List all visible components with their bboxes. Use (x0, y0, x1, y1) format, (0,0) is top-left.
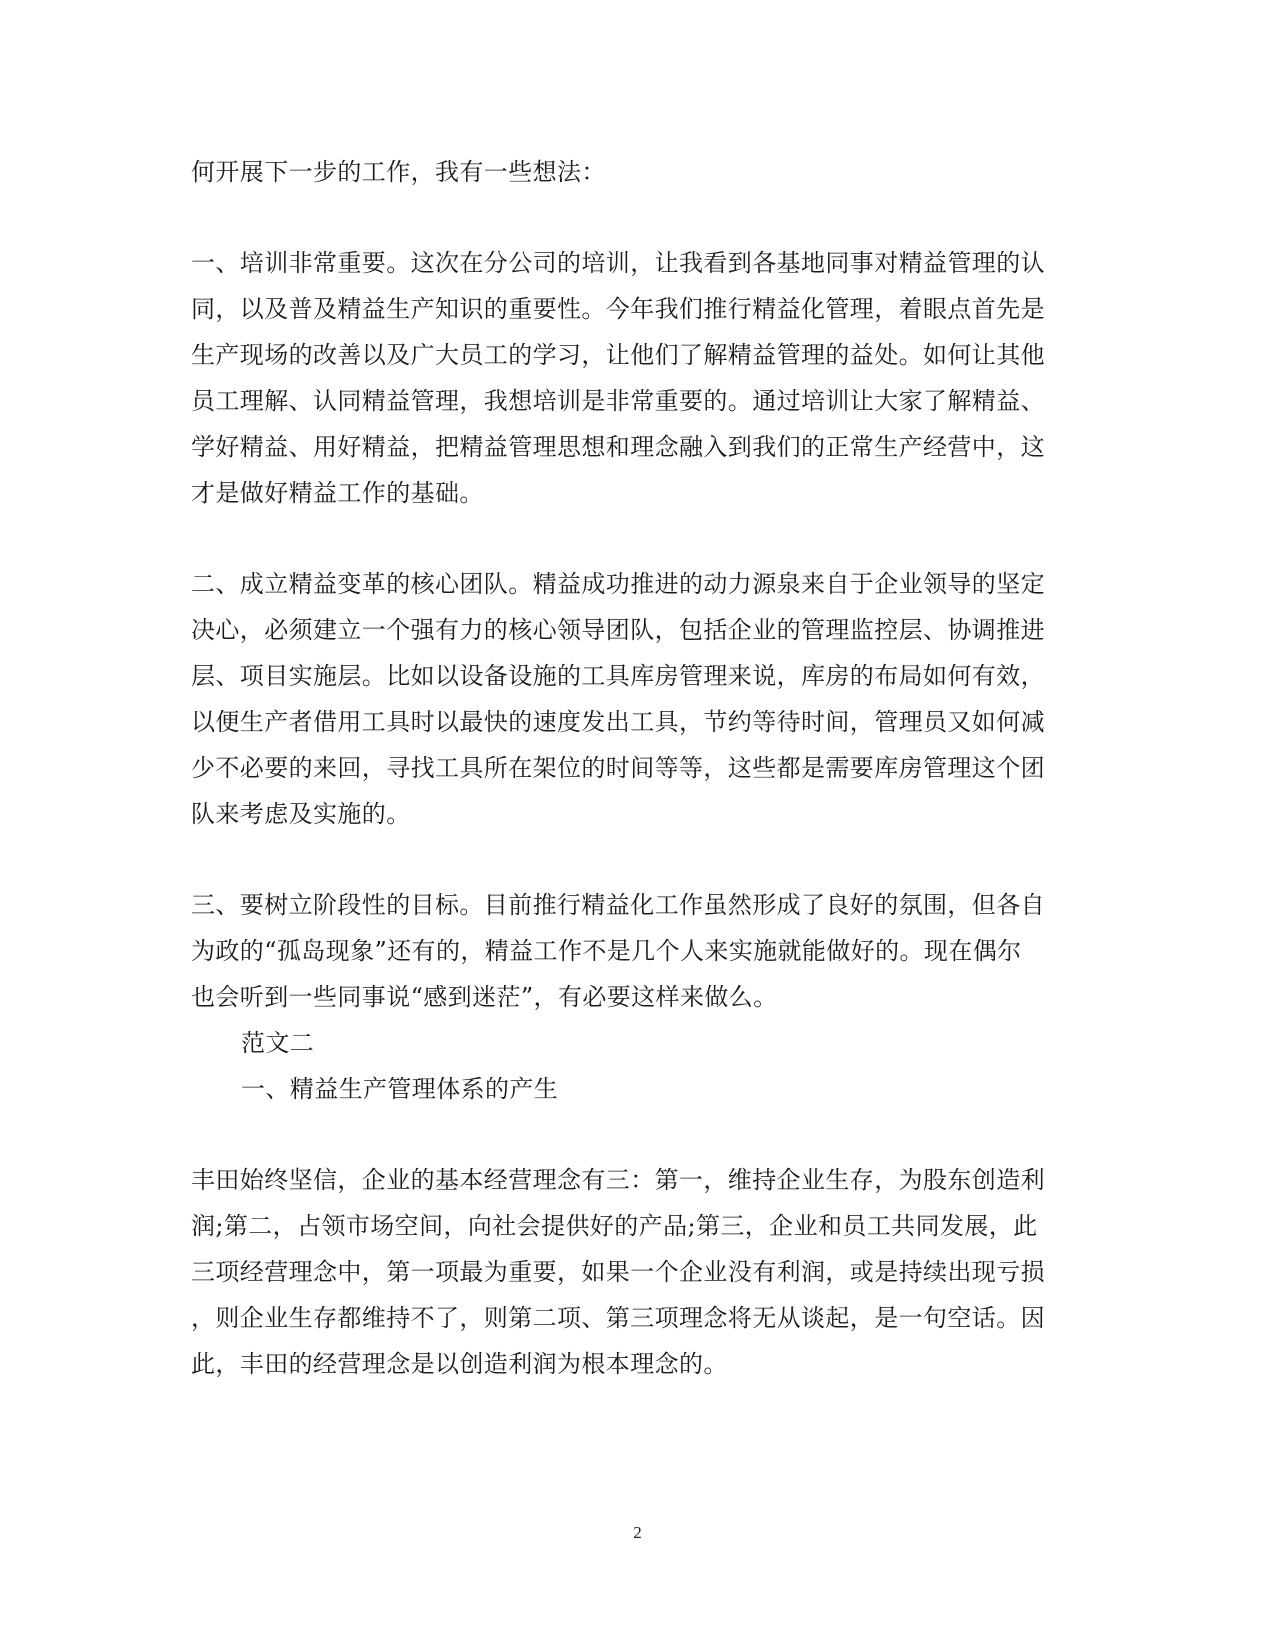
paragraph-line: 少不必要的来回，寻找工具所在架位的时间等等，这些都是需要库房管理这个团 (191, 754, 1045, 782)
paragraph-line: 为政的“孤岛现象”还有的，精益工作不是几个人来实施就能做好的。现在偶尔 (191, 937, 1022, 965)
paragraph-line: 以便生产者借用工具时以最快的速度发出工具，节约等待时间，管理员又如何减 (191, 708, 1045, 736)
section-heading-fanwen: 范文二 (241, 1029, 315, 1057)
section-subheading: 一、精益生产管理体系的产生 (241, 1075, 559, 1103)
paragraph-line: 一、培训非常重要。这次在分公司的培训，让我看到各基地同事对精益管理的认 (191, 249, 1045, 277)
paragraph-line: 三、要树立阶段性的目标。目前推行精益化工作虽然形成了良好的氛围，但各自 (191, 891, 1045, 919)
paragraph-line: 员工理解、认同精益管理，我想培训是非常重要的。通过培训让大家了解精益、 (191, 387, 1045, 415)
paragraph-intro-line: 何开展下一步的工作，我有一些想法： (191, 158, 606, 186)
paragraph-line: 学好精益、用好精益，把精益管理思想和理念融入到我们的正常生产经营中，这 (191, 433, 1045, 461)
paragraph-line: 润;第二，占领市场空间，向社会提供好的产品;第三，企业和员工共同发展，此 (191, 1212, 1038, 1240)
paragraph-line: 生产现场的改善以及广大员工的学习，让他们了解精益管理的益处。如何让其他 (191, 341, 1045, 369)
paragraph-line: 同，以及普及精益生产知识的重要性。今年我们推行精益化管理，着眼点首先是 (191, 295, 1045, 323)
paragraph-line: 此，丰田的经营理念是以创造利润为根本理念的。 (191, 1350, 728, 1378)
paragraph-line: 决心，必须建立一个强有力的核心领导团队，包括企业的管理监控层、协调推进 (191, 616, 1045, 644)
paragraph-line: 队来考虑及实施的。 (191, 800, 411, 828)
paragraph-line: ，则企业生存都维持不了，则第二项、第三项理念将无从谈起，是一句空话。因 (191, 1304, 1045, 1332)
paragraph-line: 丰田始终坚信，企业的基本经营理念有三：第一，维持企业生存，为股东创造利 (191, 1166, 1045, 1194)
paragraph-line: 二、成立精益变革的核心团队。精益成功推进的动力源泉来自于企业领导的坚定 (191, 570, 1045, 598)
paragraph-line: 三项经营理念中，第一项最为重要，如果一个企业没有利润，或是持续出现亏损 (191, 1258, 1045, 1286)
paragraph-line: 才是做好精益工作的基础。 (191, 479, 484, 507)
page-number: 2 (633, 1523, 642, 1542)
paragraph-line: 层、项目实施层。比如以设备设施的工具库房管理来说，库房的布局如何有效， (191, 662, 1045, 690)
paragraph-line: 也会听到一些同事说“感到迷茫”，有必要这样来做么。 (191, 983, 778, 1011)
